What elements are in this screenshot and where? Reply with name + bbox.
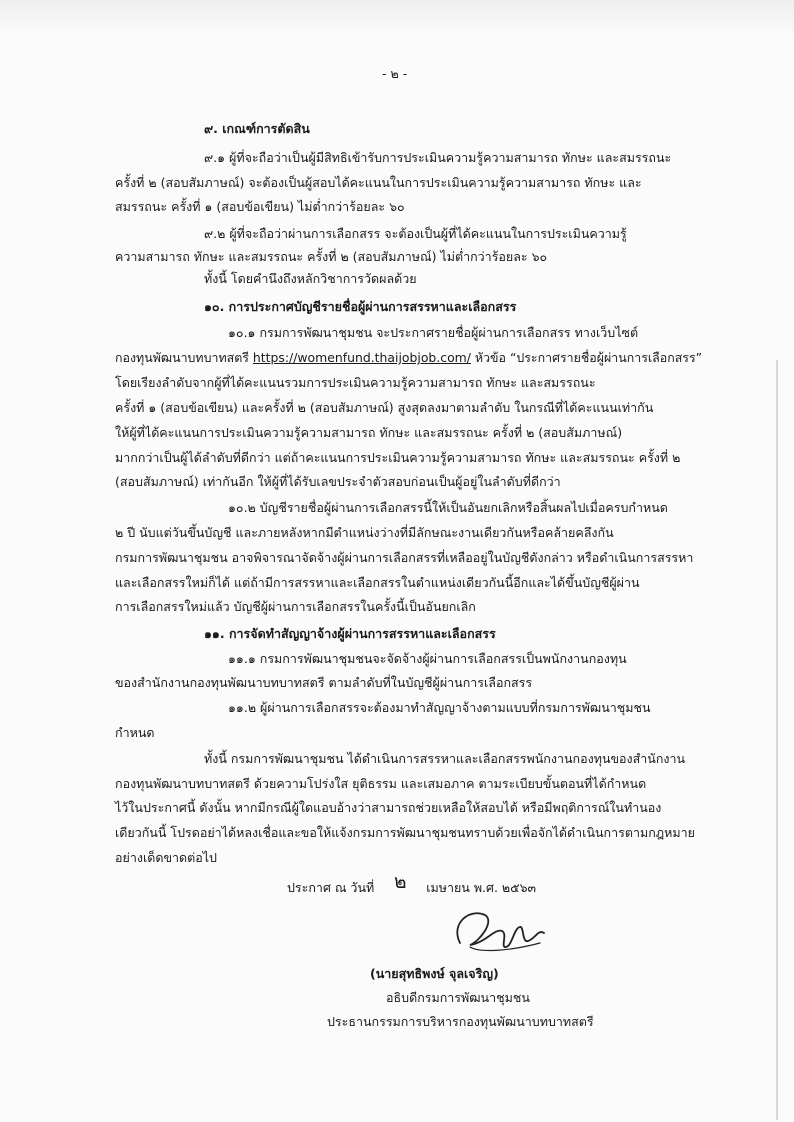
scan-edge — [776, 360, 778, 1120]
section-10-2-line-4: และเลือกสรรใหม่ก็ได้ แต่ถ้ามีการสรรหาและเลือกสรรในตำแหน่งเดียวกันนี้อีกและได้ขึ้นบัญชีผู้ผ่าน — [115, 575, 640, 590]
section-9-2-line-2: ความสามารถ ทักษะ และสมรรถนะ ครั้งที่ ๒ (สอบสัมภาษณ์) ไม่ต่ำกว่าร้อยละ ๖๐ — [115, 249, 548, 264]
section-11-1-line-2: ของสำนักงานกองทุนพัฒนาบทบาทสตรี ตามลำดับที่ในบัญชีผู้ผ่านการเลือกสรร — [115, 675, 533, 690]
signer-title-1: อธิบดีกรมการพัฒนาชุมชน — [386, 990, 530, 1005]
section-9-1-line-2: ครั้งที่ ๒ (สอบสัมภาษณ์) จะต้องเป็นผู้สอบได้คะแนนในการประเมินความรู้ความสามารถ ทักษะ และ — [115, 175, 642, 190]
section-10-2-line-5: การเลือกสรรใหม่แล้ว บัญชีผู้ผ่านการเลือกสรรในครั้งนี้เป็นอันยกเลิก — [115, 599, 476, 614]
section-10-2-line-1: ๑๐.๒ บัญชีรายชื่อผู้ผ่านการเลือกสรรนี้ให้เป็นอันยกเลิกหรือสิ้นผลไปเมื่อครบกำหนด — [228, 500, 668, 515]
section-10-1-line-4: ครั้งที่ ๑ (สอบข้อเขียน) และครั้งที่ ๒ (สอบสัมภาษณ์) สูงสุดลงมาตามลำดับ ในกรณีที่ได้คะแนนเท่ากัน — [115, 400, 654, 415]
section-9-1-line-1: ๙.๑ ผู้ที่จะถือว่าเป็นผู้มีสิทธิเข้ารับการประเมินความรู้ความสามารถ ทักษะ และสมรรถนะ — [204, 150, 672, 165]
section-9-note: ทั้งนี้ โดยคำนึงถึงหลักวิชาการวัดผลด้วย — [204, 271, 417, 286]
section-10-2-line-3: กรมการพัฒนาชุมชน อาจพิจารณาจัดจ้างผู้ผ่านการเลือกสรรที่เหลืออยู่ในบัญชีดังกล่าว หรือดำเนินการสรรหา — [115, 550, 694, 565]
section-9-heading: ๙. เกณฑ์การตัดสิน — [204, 121, 310, 136]
fund-name: กองทุนพัฒนาบทบาทสตรี — [115, 350, 249, 365]
closing-line-3: ไว้ในประกาศนี้ ดังนั้น หากมีกรณีผู้ใดแอบอ้างว่าสามารถช่วยเหลือให้สอบได้ หรือมีพฤติการณ์ในทำนอง — [115, 800, 662, 815]
section-10-1-line-1: ๑๐.๑ กรมการพัฒนาชุมชน จะประกาศรายชื่อผู้ผ่านการเลือกสรร ทางเว็บไซต์ — [228, 325, 639, 340]
closing-line-2: กองทุนพัฒนาบทบาทสตรี ด้วยความโปร่งใส ยุติธรรม และเสมอภาค ตามระเบียบขั้นตอนที่ได้กำหนด — [115, 776, 647, 791]
section-10-1-line-5: ให้ผู้ที่ได้คะแนนการประเมินความรู้ความสามารถ ทักษะ และสมรรถนะ ครั้งที่ ๒ (สอบสัมภาษณ์) — [115, 425, 623, 440]
date-prefix: ประกาศ ณ วันที่ — [287, 880, 375, 895]
signer-name: (นายสุทธิพงษ์ จุลเจริญ) — [370, 966, 499, 981]
signer-title-2: ประธานกรรมการบริหารกองทุนพัฒนาบทบาทสตรี — [327, 1014, 594, 1029]
topic-text: หัวข้อ “ประกาศรายชื่อผู้ผ่านการเลือกสรร” — [474, 350, 703, 365]
section-11-2-line-1: ๑๑.๒ ผู้ผ่านการเลือกสรรจะต้องมาทำสัญญาจ้างตามแบบที่กรมการพัฒนาชุมชน — [228, 700, 651, 715]
section-10-1-line-7: (สอบสัมภาษณ์) เท่ากันอีก ให้ผู้ที่ได้รับเลขประจำตัวสอบก่อนเป็นผู้อยู่ในลำดับที่ดีกว่า — [115, 474, 561, 489]
section-10-1-line-6: มากกว่าเป็นผู้ได้ลำดับที่ดีกว่า แต่ถ้าคะแนนการประเมินความรู้ความสามารถ ทักษะ และสมรรถนะ ครั้งที่ ๒ — [115, 450, 681, 465]
section-9-2-line-1: ๙.๒ ผู้ที่จะถือว่าผ่านการเลือกสรร จะต้องเป็นผู้ที่ได้คะแนนในการประเมินความรู้ — [204, 226, 627, 241]
closing-line-5: อย่างเด็ดขาดต่อไป — [115, 850, 217, 865]
date-suffix: เมษายน พ.ศ. ๒๕๖๓ — [426, 880, 537, 895]
page-number: - ๒ - — [382, 66, 408, 81]
section-10-heading: ๑๐. การประกาศบัญชีรายชื่อผู้ผ่านการสรรหาและเลือกสรร — [204, 299, 517, 314]
announcement-date — [287, 871, 537, 896]
section-11-1-line-1: ๑๑.๑ กรมการพัฒนาชุมชนจะจัดจ้างผู้ผ่านการเลือกสรรเป็นพนักงานกองทุน — [228, 651, 627, 666]
website-link[interactable]: https://womenfund.thaijobjob.com/ — [252, 350, 471, 365]
section-11-2-line-2: กำหนด — [115, 725, 155, 740]
section-10-2-line-2: ๒ ปี นับแต่วันขึ้นบัญชี และภายหลังหากมีตำแหน่งว่างที่มีลักษณะงานเดียวกันหรือคล้ายคลึงกัน — [115, 525, 614, 540]
section-10-1-line-3: โดยเรียงลำดับจากผู้ที่ได้คะแนนรวมการประเมินความรู้ความสามารถ ทักษะ และสมรรถนะ — [115, 375, 596, 390]
closing-line-1: ทั้งนี้ กรมการพัฒนาชุมชน ได้ดำเนินการสรรหาและเลือกสรรพนักงานกองทุนของสำนักงาน — [204, 751, 686, 766]
section-10-1-line-2 — [115, 350, 702, 366]
signature — [440, 903, 560, 963]
date-day-handwritten: ๒ — [393, 871, 407, 893]
scan-shadow — [0, 0, 794, 36]
section-9-1-line-3: สมรรถนะ ครั้งที่ ๑ (สอบข้อเขียน) ไม่ต่ำกว่าร้อยละ ๖๐ — [115, 199, 405, 214]
closing-line-4: เดียวกันนี้ โปรดอย่าได้หลงเชื่อและขอให้แจ้งกรมการพัฒนาชุมชนทราบด้วยเพื่อจักได้ดำเนินการตามกฎหมาย — [115, 825, 695, 840]
section-11-heading: ๑๑. การจัดทำสัญญาจ้างผู้ผ่านการสรรหาและเลือกสรร — [204, 626, 496, 641]
